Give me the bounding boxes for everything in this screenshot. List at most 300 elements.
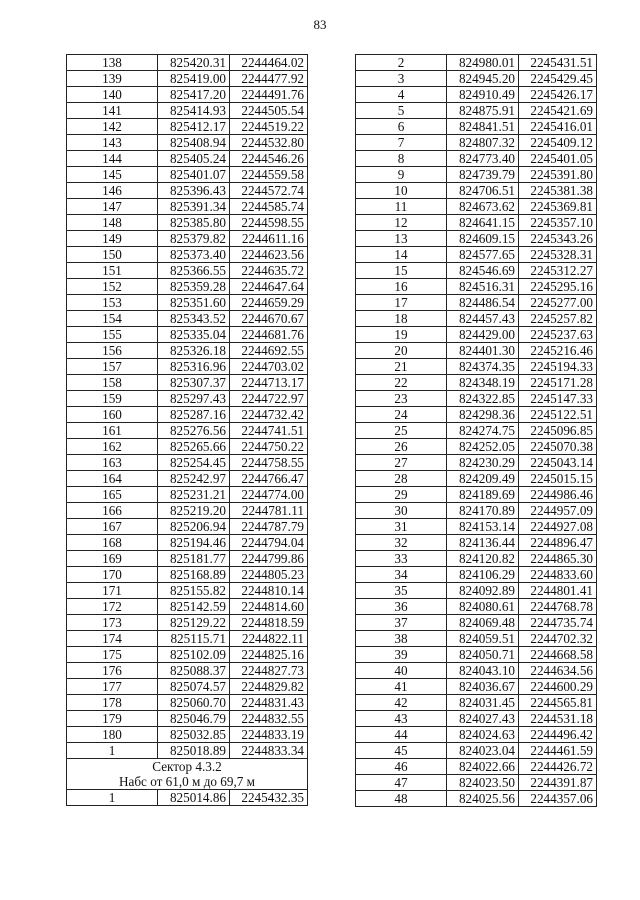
table-row bbox=[67, 759, 308, 775]
x-coordinate-cell: 825396.43 bbox=[158, 183, 230, 199]
table-row bbox=[356, 535, 597, 551]
x-coordinate-cell: 824641.15 bbox=[447, 215, 519, 231]
point-number-cell: 161 bbox=[67, 423, 158, 439]
y-coordinate-cell: 2245147.33 bbox=[519, 391, 597, 407]
point-number-cell: 16 bbox=[356, 279, 447, 295]
x-coordinate-cell: 824322.85 bbox=[447, 391, 519, 407]
coordinates-table-left-body bbox=[67, 55, 308, 806]
point-number-cell: 173 bbox=[67, 615, 158, 631]
table-row bbox=[67, 774, 308, 790]
y-coordinate-cell: 2245416.01 bbox=[519, 119, 597, 135]
y-coordinate-cell: 2245381.38 bbox=[519, 183, 597, 199]
table-row bbox=[356, 135, 597, 151]
x-coordinate-cell: 824486.54 bbox=[447, 295, 519, 311]
y-coordinate-cell: 2244896.47 bbox=[519, 535, 597, 551]
y-coordinate-cell: 2244357.06 bbox=[519, 791, 597, 807]
point-number-cell: 180 bbox=[67, 727, 158, 743]
y-coordinate-cell: 2244818.59 bbox=[230, 615, 308, 631]
y-coordinate-cell: 2244787.79 bbox=[230, 519, 308, 535]
y-coordinate-cell: 2245429.45 bbox=[519, 71, 597, 87]
table-row bbox=[356, 599, 597, 615]
y-coordinate-cell: 2245409.12 bbox=[519, 135, 597, 151]
point-number-cell: 150 bbox=[67, 247, 158, 263]
point-number-cell: 47 bbox=[356, 775, 447, 791]
x-coordinate-cell: 824577.65 bbox=[447, 247, 519, 263]
x-coordinate-cell: 824348.19 bbox=[447, 375, 519, 391]
x-coordinate-cell: 825359.28 bbox=[158, 279, 230, 295]
y-coordinate-cell: 2245122.51 bbox=[519, 407, 597, 423]
x-coordinate-cell: 825417.20 bbox=[158, 87, 230, 103]
y-coordinate-cell: 2244702.32 bbox=[519, 631, 597, 647]
x-coordinate-cell: 825231.21 bbox=[158, 487, 230, 503]
table-row bbox=[356, 567, 597, 583]
point-number-cell: 11 bbox=[356, 199, 447, 215]
point-number-cell: 14 bbox=[356, 247, 447, 263]
table-row bbox=[67, 231, 308, 247]
y-coordinate-cell: 2245096.85 bbox=[519, 423, 597, 439]
table-row bbox=[356, 247, 597, 263]
point-number-cell: 35 bbox=[356, 583, 447, 599]
x-coordinate-cell: 825326.18 bbox=[158, 343, 230, 359]
point-number-cell: 46 bbox=[356, 759, 447, 775]
point-number-cell: 179 bbox=[67, 711, 158, 727]
table-row bbox=[67, 711, 308, 727]
y-coordinate-cell: 2244805.23 bbox=[230, 567, 308, 583]
point-number-cell: 152 bbox=[67, 279, 158, 295]
point-number-cell: 12 bbox=[356, 215, 447, 231]
x-coordinate-cell: 824457.43 bbox=[447, 311, 519, 327]
y-coordinate-cell: 2244758.55 bbox=[230, 455, 308, 471]
x-coordinate-cell: 824401.30 bbox=[447, 343, 519, 359]
table-row bbox=[356, 791, 597, 807]
x-coordinate-cell: 825032.85 bbox=[158, 727, 230, 743]
x-coordinate-cell: 824059.51 bbox=[447, 631, 519, 647]
y-coordinate-cell: 2244732.42 bbox=[230, 407, 308, 423]
table-row bbox=[67, 55, 308, 71]
table-row bbox=[67, 71, 308, 87]
point-number-cell: 168 bbox=[67, 535, 158, 551]
y-coordinate-cell: 2244565.81 bbox=[519, 695, 597, 711]
table-row bbox=[356, 359, 597, 375]
x-coordinate-cell: 825335.04 bbox=[158, 327, 230, 343]
x-coordinate-cell: 825276.56 bbox=[158, 423, 230, 439]
point-number-cell: 37 bbox=[356, 615, 447, 631]
point-number-cell: 15 bbox=[356, 263, 447, 279]
x-coordinate-cell: 825060.70 bbox=[158, 695, 230, 711]
x-coordinate-cell: 825414.93 bbox=[158, 103, 230, 119]
point-number-cell: 38 bbox=[356, 631, 447, 647]
y-coordinate-cell: 2245194.33 bbox=[519, 359, 597, 375]
point-number-cell: 175 bbox=[67, 647, 158, 663]
x-coordinate-cell: 824043.10 bbox=[447, 663, 519, 679]
table-row bbox=[67, 183, 308, 199]
x-coordinate-cell: 824092.89 bbox=[447, 583, 519, 599]
table-row bbox=[67, 375, 308, 391]
point-number-cell: 2 bbox=[356, 55, 447, 71]
table-row bbox=[356, 631, 597, 647]
y-coordinate-cell: 2245070.38 bbox=[519, 439, 597, 455]
y-coordinate-cell: 2244794.04 bbox=[230, 535, 308, 551]
x-coordinate-cell: 824023.50 bbox=[447, 775, 519, 791]
sector-title: Сектор 4.3.2 bbox=[67, 759, 308, 775]
table-row bbox=[67, 663, 308, 679]
y-coordinate-cell: 2244814.60 bbox=[230, 599, 308, 615]
x-coordinate-cell: 824980.01 bbox=[447, 55, 519, 71]
table-row bbox=[67, 790, 308, 806]
x-coordinate-cell: 824136.44 bbox=[447, 535, 519, 551]
x-coordinate-cell: 824036.67 bbox=[447, 679, 519, 695]
x-coordinate-cell: 824031.45 bbox=[447, 695, 519, 711]
table-row bbox=[356, 471, 597, 487]
table-row bbox=[67, 583, 308, 599]
table-row bbox=[67, 103, 308, 119]
x-coordinate-cell: 825254.45 bbox=[158, 455, 230, 471]
y-coordinate-cell: 2245391.80 bbox=[519, 167, 597, 183]
page-number: 83 bbox=[313, 17, 327, 32]
table-row bbox=[67, 487, 308, 503]
point-number-cell: 148 bbox=[67, 215, 158, 231]
x-coordinate-cell: 825412.17 bbox=[158, 119, 230, 135]
y-coordinate-cell: 2244491.76 bbox=[230, 87, 308, 103]
table-row bbox=[67, 455, 308, 471]
point-number-cell: 171 bbox=[67, 583, 158, 599]
x-coordinate-cell: 825316.96 bbox=[158, 359, 230, 375]
y-coordinate-cell: 2244735.74 bbox=[519, 615, 597, 631]
point-number-cell: 28 bbox=[356, 471, 447, 487]
table-row bbox=[356, 71, 597, 87]
table-row bbox=[356, 327, 597, 343]
table-row bbox=[356, 663, 597, 679]
table-row bbox=[356, 279, 597, 295]
x-coordinate-cell: 824023.04 bbox=[447, 743, 519, 759]
table-row bbox=[67, 295, 308, 311]
y-coordinate-cell: 2245312.27 bbox=[519, 263, 597, 279]
table-row bbox=[356, 295, 597, 311]
point-number-cell: 44 bbox=[356, 727, 447, 743]
point-number-cell: 3 bbox=[356, 71, 447, 87]
table-row bbox=[67, 471, 308, 487]
x-coordinate-cell: 824027.43 bbox=[447, 711, 519, 727]
x-coordinate-cell: 824945.20 bbox=[447, 71, 519, 87]
y-coordinate-cell: 2244546.26 bbox=[230, 151, 308, 167]
table-row bbox=[67, 551, 308, 567]
point-number-cell: 23 bbox=[356, 391, 447, 407]
point-number-cell: 140 bbox=[67, 87, 158, 103]
x-coordinate-cell: 825014.86 bbox=[158, 790, 230, 806]
point-number-cell: 157 bbox=[67, 359, 158, 375]
x-coordinate-cell: 825373.40 bbox=[158, 247, 230, 263]
table-row bbox=[356, 55, 597, 71]
y-coordinate-cell: 2244692.55 bbox=[230, 343, 308, 359]
y-coordinate-cell: 2244496.42 bbox=[519, 727, 597, 743]
y-coordinate-cell: 2244832.55 bbox=[230, 711, 308, 727]
x-coordinate-cell: 825129.22 bbox=[158, 615, 230, 631]
point-number-cell: 169 bbox=[67, 551, 158, 567]
y-coordinate-cell: 2244833.34 bbox=[230, 743, 308, 759]
x-coordinate-cell: 825265.66 bbox=[158, 439, 230, 455]
point-number-cell: 149 bbox=[67, 231, 158, 247]
y-coordinate-cell: 2244713.17 bbox=[230, 375, 308, 391]
y-coordinate-cell: 2244831.43 bbox=[230, 695, 308, 711]
y-coordinate-cell: 2245295.16 bbox=[519, 279, 597, 295]
x-coordinate-cell: 825287.16 bbox=[158, 407, 230, 423]
point-number-cell: 141 bbox=[67, 103, 158, 119]
y-coordinate-cell: 2244505.54 bbox=[230, 103, 308, 119]
y-coordinate-cell: 2245369.81 bbox=[519, 199, 597, 215]
y-coordinate-cell: 2244703.02 bbox=[230, 359, 308, 375]
table-row bbox=[67, 151, 308, 167]
point-number-cell: 176 bbox=[67, 663, 158, 679]
y-coordinate-cell: 2245343.26 bbox=[519, 231, 597, 247]
table-row bbox=[67, 519, 308, 535]
table-row bbox=[356, 231, 597, 247]
y-coordinate-cell: 2245043.14 bbox=[519, 455, 597, 471]
y-coordinate-cell: 2244598.55 bbox=[230, 215, 308, 231]
x-coordinate-cell: 825155.82 bbox=[158, 583, 230, 599]
point-number-cell: 142 bbox=[67, 119, 158, 135]
x-coordinate-cell: 824252.05 bbox=[447, 439, 519, 455]
table-row bbox=[67, 631, 308, 647]
point-number-cell: 26 bbox=[356, 439, 447, 455]
y-coordinate-cell: 2244768.78 bbox=[519, 599, 597, 615]
x-coordinate-cell: 824025.56 bbox=[447, 791, 519, 807]
point-number-cell: 42 bbox=[356, 695, 447, 711]
table-row bbox=[356, 407, 597, 423]
y-coordinate-cell: 2244801.41 bbox=[519, 583, 597, 599]
table-row bbox=[67, 567, 308, 583]
point-number-cell: 145 bbox=[67, 167, 158, 183]
table-row bbox=[356, 775, 597, 791]
table-row bbox=[67, 679, 308, 695]
x-coordinate-cell: 825408.94 bbox=[158, 135, 230, 151]
y-coordinate-cell: 2245257.82 bbox=[519, 311, 597, 327]
point-number-cell: 147 bbox=[67, 199, 158, 215]
point-number-cell: 1 bbox=[67, 743, 158, 759]
x-coordinate-cell: 825018.89 bbox=[158, 743, 230, 759]
x-coordinate-cell: 825168.89 bbox=[158, 567, 230, 583]
x-coordinate-cell: 825391.34 bbox=[158, 199, 230, 215]
y-coordinate-cell: 2244668.58 bbox=[519, 647, 597, 663]
y-coordinate-cell: 2245401.05 bbox=[519, 151, 597, 167]
y-coordinate-cell: 2245426.17 bbox=[519, 87, 597, 103]
point-number-cell: 43 bbox=[356, 711, 447, 727]
x-coordinate-cell: 825343.52 bbox=[158, 311, 230, 327]
x-coordinate-cell: 824069.48 bbox=[447, 615, 519, 631]
table-row bbox=[356, 519, 597, 535]
point-number-cell: 164 bbox=[67, 471, 158, 487]
table-row bbox=[67, 135, 308, 151]
x-coordinate-cell: 825366.55 bbox=[158, 263, 230, 279]
y-coordinate-cell: 2245432.35 bbox=[230, 790, 308, 806]
y-coordinate-cell: 2245171.28 bbox=[519, 375, 597, 391]
y-coordinate-cell: 2244585.74 bbox=[230, 199, 308, 215]
point-number-cell: 27 bbox=[356, 455, 447, 471]
x-coordinate-cell: 824609.15 bbox=[447, 231, 519, 247]
x-coordinate-cell: 824209.49 bbox=[447, 471, 519, 487]
y-coordinate-cell: 2245216.46 bbox=[519, 343, 597, 359]
x-coordinate-cell: 824189.69 bbox=[447, 487, 519, 503]
y-coordinate-cell: 2244750.22 bbox=[230, 439, 308, 455]
table-row bbox=[356, 647, 597, 663]
point-number-cell: 20 bbox=[356, 343, 447, 359]
y-coordinate-cell: 2244825.16 bbox=[230, 647, 308, 663]
table-row bbox=[67, 439, 308, 455]
x-coordinate-cell: 825115.71 bbox=[158, 631, 230, 647]
table-row bbox=[356, 183, 597, 199]
table-row bbox=[67, 407, 308, 423]
y-coordinate-cell: 2245421.69 bbox=[519, 103, 597, 119]
table-row bbox=[67, 327, 308, 343]
point-number-cell: 41 bbox=[356, 679, 447, 695]
y-coordinate-cell: 2245431.51 bbox=[519, 55, 597, 71]
point-number-cell: 178 bbox=[67, 695, 158, 711]
y-coordinate-cell: 2244572.74 bbox=[230, 183, 308, 199]
x-coordinate-cell: 825219.20 bbox=[158, 503, 230, 519]
y-coordinate-cell: 2244865.30 bbox=[519, 551, 597, 567]
point-number-cell: 48 bbox=[356, 791, 447, 807]
x-coordinate-cell: 824153.14 bbox=[447, 519, 519, 535]
x-coordinate-cell: 825351.60 bbox=[158, 295, 230, 311]
table-row bbox=[67, 727, 308, 743]
table-row bbox=[67, 503, 308, 519]
point-number-cell: 13 bbox=[356, 231, 447, 247]
y-coordinate-cell: 2244681.76 bbox=[230, 327, 308, 343]
x-coordinate-cell: 825307.37 bbox=[158, 375, 230, 391]
y-coordinate-cell: 2244774.00 bbox=[230, 487, 308, 503]
table-row bbox=[67, 279, 308, 295]
x-coordinate-cell: 825405.24 bbox=[158, 151, 230, 167]
table-row bbox=[356, 615, 597, 631]
table-row bbox=[67, 535, 308, 551]
point-number-cell: 5 bbox=[356, 103, 447, 119]
table-row bbox=[356, 551, 597, 567]
point-number-cell: 139 bbox=[67, 71, 158, 87]
x-coordinate-cell: 824910.49 bbox=[447, 87, 519, 103]
x-coordinate-cell: 824546.69 bbox=[447, 263, 519, 279]
table-row bbox=[67, 391, 308, 407]
y-coordinate-cell: 2244464.02 bbox=[230, 55, 308, 71]
table-row bbox=[67, 695, 308, 711]
point-number-cell: 31 bbox=[356, 519, 447, 535]
table-row bbox=[67, 167, 308, 183]
point-number-cell: 10 bbox=[356, 183, 447, 199]
point-number-cell: 160 bbox=[67, 407, 158, 423]
table-row bbox=[356, 695, 597, 711]
table-row bbox=[67, 247, 308, 263]
x-coordinate-cell: 825379.82 bbox=[158, 231, 230, 247]
y-coordinate-cell: 2244670.67 bbox=[230, 311, 308, 327]
table-row bbox=[356, 215, 597, 231]
y-coordinate-cell: 2244741.51 bbox=[230, 423, 308, 439]
y-coordinate-cell: 2244611.16 bbox=[230, 231, 308, 247]
point-number-cell: 1 bbox=[67, 790, 158, 806]
x-coordinate-cell: 825194.46 bbox=[158, 535, 230, 551]
point-number-cell: 163 bbox=[67, 455, 158, 471]
y-coordinate-cell: 2244810.14 bbox=[230, 583, 308, 599]
table-row bbox=[356, 743, 597, 759]
point-number-cell: 155 bbox=[67, 327, 158, 343]
x-coordinate-cell: 825419.00 bbox=[158, 71, 230, 87]
sector-note: Набс от 61,0 м до 69,7 м bbox=[67, 774, 308, 790]
point-number-cell: 165 bbox=[67, 487, 158, 503]
x-coordinate-cell: 824298.36 bbox=[447, 407, 519, 423]
table-row bbox=[356, 455, 597, 471]
x-coordinate-cell: 824050.71 bbox=[447, 647, 519, 663]
table-row bbox=[67, 343, 308, 359]
y-coordinate-cell: 2244391.87 bbox=[519, 775, 597, 791]
y-coordinate-cell: 2244634.56 bbox=[519, 663, 597, 679]
point-number-cell: 167 bbox=[67, 519, 158, 535]
x-coordinate-cell: 825046.79 bbox=[158, 711, 230, 727]
x-coordinate-cell: 824773.40 bbox=[447, 151, 519, 167]
table-row bbox=[356, 103, 597, 119]
y-coordinate-cell: 2244781.11 bbox=[230, 503, 308, 519]
x-coordinate-cell: 824739.79 bbox=[447, 167, 519, 183]
table-row bbox=[356, 87, 597, 103]
x-coordinate-cell: 824807.32 bbox=[447, 135, 519, 151]
point-number-cell: 7 bbox=[356, 135, 447, 151]
x-coordinate-cell: 825088.37 bbox=[158, 663, 230, 679]
coordinates-table-right-body bbox=[356, 55, 597, 807]
y-coordinate-cell: 2245237.63 bbox=[519, 327, 597, 343]
point-number-cell: 177 bbox=[67, 679, 158, 695]
y-coordinate-cell: 2244647.64 bbox=[230, 279, 308, 295]
x-coordinate-cell: 824374.35 bbox=[447, 359, 519, 375]
x-coordinate-cell: 825102.09 bbox=[158, 647, 230, 663]
y-coordinate-cell: 2245328.31 bbox=[519, 247, 597, 263]
point-number-cell: 25 bbox=[356, 423, 447, 439]
point-number-cell: 4 bbox=[356, 87, 447, 103]
x-coordinate-cell: 824673.62 bbox=[447, 199, 519, 215]
x-coordinate-cell: 825297.43 bbox=[158, 391, 230, 407]
point-number-cell: 22 bbox=[356, 375, 447, 391]
point-number-cell: 153 bbox=[67, 295, 158, 311]
table-row bbox=[67, 647, 308, 663]
table-row bbox=[67, 199, 308, 215]
y-coordinate-cell: 2244822.11 bbox=[230, 631, 308, 647]
y-coordinate-cell: 2244623.56 bbox=[230, 247, 308, 263]
x-coordinate-cell: 824516.31 bbox=[447, 279, 519, 295]
x-coordinate-cell: 824875.91 bbox=[447, 103, 519, 119]
table-row bbox=[356, 423, 597, 439]
table-row bbox=[356, 391, 597, 407]
y-coordinate-cell: 2244426.72 bbox=[519, 759, 597, 775]
point-number-cell: 166 bbox=[67, 503, 158, 519]
point-number-cell: 146 bbox=[67, 183, 158, 199]
table-row bbox=[356, 679, 597, 695]
table-row bbox=[356, 759, 597, 775]
point-number-cell: 36 bbox=[356, 599, 447, 615]
point-number-cell: 158 bbox=[67, 375, 158, 391]
coordinates-table-left bbox=[66, 54, 308, 806]
point-number-cell: 6 bbox=[356, 119, 447, 135]
point-number-cell: 30 bbox=[356, 503, 447, 519]
table-row bbox=[356, 711, 597, 727]
table-row bbox=[356, 119, 597, 135]
point-number-cell: 172 bbox=[67, 599, 158, 615]
y-coordinate-cell: 2244722.97 bbox=[230, 391, 308, 407]
y-coordinate-cell: 2245357.10 bbox=[519, 215, 597, 231]
x-coordinate-cell: 824022.66 bbox=[447, 759, 519, 775]
y-coordinate-cell: 2244986.46 bbox=[519, 487, 597, 503]
point-number-cell: 39 bbox=[356, 647, 447, 663]
table-row bbox=[67, 215, 308, 231]
table-row bbox=[356, 167, 597, 183]
x-coordinate-cell: 824080.61 bbox=[447, 599, 519, 615]
table-row bbox=[356, 199, 597, 215]
y-coordinate-cell: 2244600.29 bbox=[519, 679, 597, 695]
y-coordinate-cell: 2245015.15 bbox=[519, 471, 597, 487]
